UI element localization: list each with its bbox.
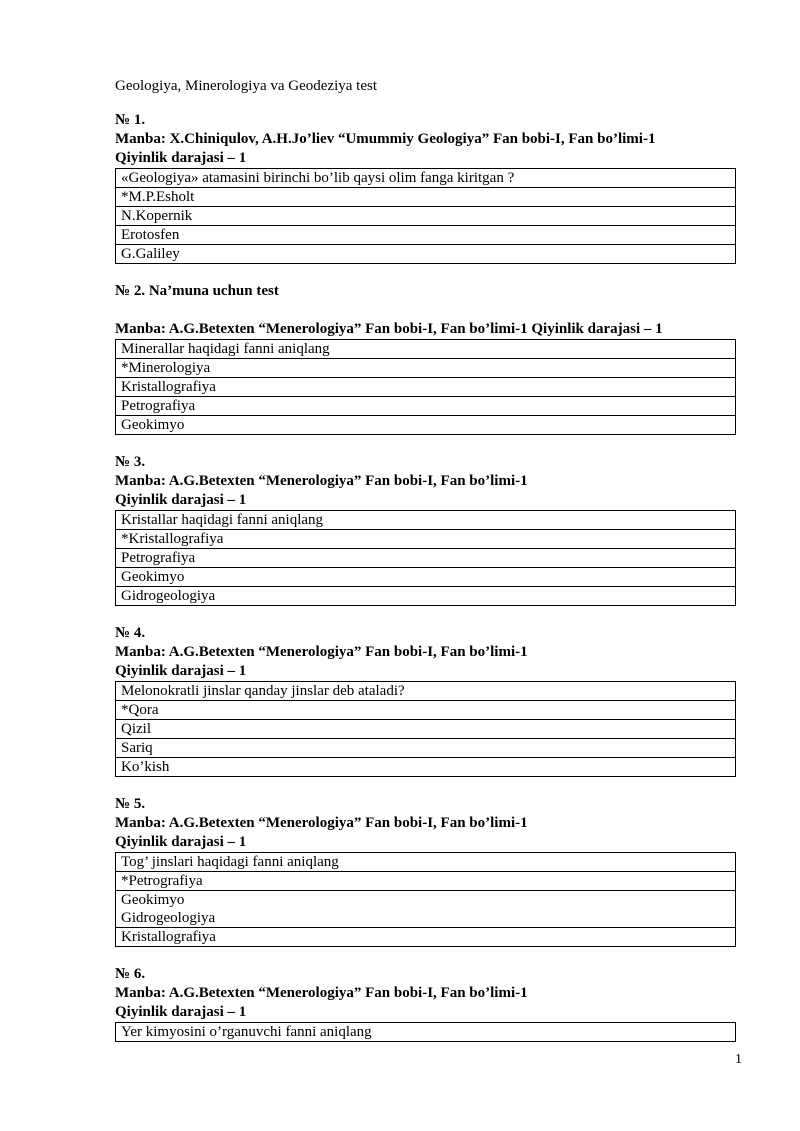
answer-table	[115, 510, 736, 606]
question-difficulty: Qiyinlik darajasi – 1	[115, 150, 247, 166]
answer-option: Geokimyo	[116, 416, 736, 435]
question-difficulty: Qiyinlik darajasi – 1	[115, 492, 247, 508]
answer-table	[115, 852, 736, 947]
question-block-2	[115, 282, 736, 435]
answer-option: Kristallografiya	[116, 378, 736, 397]
page-number: 1	[735, 1052, 742, 1067]
question-number: № 5.	[115, 796, 146, 812]
question-number: № 6.	[115, 966, 146, 982]
answer-option: Kristallografiya	[116, 928, 736, 947]
question-source: Manba: A.G.Betexten “Menerologiya” Fan bobi-I, Fan bo’limi-1	[115, 815, 528, 831]
question-text: Yer kimyosini o’rganuvchi fanni aniqlang	[116, 1023, 736, 1042]
answer-table	[115, 339, 736, 435]
answer-table	[115, 168, 736, 264]
question-number: № 1.	[115, 112, 146, 128]
document-title: Geologiya, Minerologiya va Geodeziya test	[115, 78, 378, 94]
question-number: № 4.	[115, 625, 146, 641]
answer-option: Ko’kish	[116, 758, 736, 777]
answer-option: Qizil	[116, 720, 736, 739]
question-block-4	[115, 624, 736, 777]
answer-option: N.Kopernik	[116, 207, 736, 226]
question-text: Melonokratli jinslar qanday jinslar deb ataladi?	[116, 682, 736, 701]
question-block-3	[115, 453, 736, 606]
question-source: Manba: A.G.Betexten “Menerologiya” Fan bobi-I, Fan bo’limi-1	[115, 985, 528, 1001]
answer-correct: *Minerologiya	[116, 359, 736, 378]
answer-correct: *M.P.Esholt	[116, 188, 736, 207]
answer-option: Gidrogeologiya	[116, 587, 736, 606]
question-text: Tog’ jinslari haqidagi fanni aniqlang	[116, 853, 736, 872]
question-source: Manba: A.G.Betexten “Menerologiya” Fan bobi-I, Fan bo’limi-1	[115, 473, 528, 489]
answer-option: Geokimyo	[116, 891, 736, 910]
answer-correct: *Qora	[116, 701, 736, 720]
question-difficulty: Qiyinlik darajasi – 1	[115, 1004, 247, 1020]
question-source: Manba: X.Chiniqulov, A.H.Jo’liev “Umummiy Geologiya” Fan bobi-I, Fan bo’limi-1	[115, 131, 656, 147]
question-number: № 3.	[115, 454, 146, 470]
question-difficulty: Qiyinlik darajasi – 1	[115, 834, 247, 850]
answer-option: Petrografiya	[116, 397, 736, 416]
answer-correct: *Petrografiya	[116, 872, 736, 891]
question-text: Kristallar haqidagi fanni aniqlang	[116, 511, 736, 530]
question-difficulty: Qiyinlik darajasi – 1	[115, 663, 247, 679]
question-block-5	[115, 795, 736, 947]
question-block-6	[115, 965, 736, 1042]
answer-option: Erotosfen	[116, 226, 736, 245]
answer-table	[115, 681, 736, 777]
answer-option: Sariq	[116, 739, 736, 758]
answer-option: Petrografiya	[116, 549, 736, 568]
answer-option: Geokimyo	[116, 568, 736, 587]
answer-correct: *Kristallografiya	[116, 530, 736, 549]
answer-option: G.Galiley	[116, 245, 736, 264]
question-number: № 2. Na’muna uchun test	[115, 283, 279, 299]
answer-table	[115, 1022, 736, 1042]
question-text: «Geologiya» atamasini birinchi bo’lib qaysi olim fanga kiritgan ?	[116, 169, 736, 188]
question-source: Manba: A.G.Betexten “Menerologiya” Fan bobi-I, Fan bo’limi-1	[115, 644, 528, 660]
answer-option: Gidrogeologiya	[116, 909, 736, 928]
question-text: Minerallar haqidagi fanni aniqlang	[116, 340, 736, 359]
question-block-1	[115, 111, 736, 264]
question-source: Manba: A.G.Betexten “Menerologiya” Fan bobi-I, Fan bo’limi-1 Qiyinlik darajasi – 1	[115, 321, 663, 337]
